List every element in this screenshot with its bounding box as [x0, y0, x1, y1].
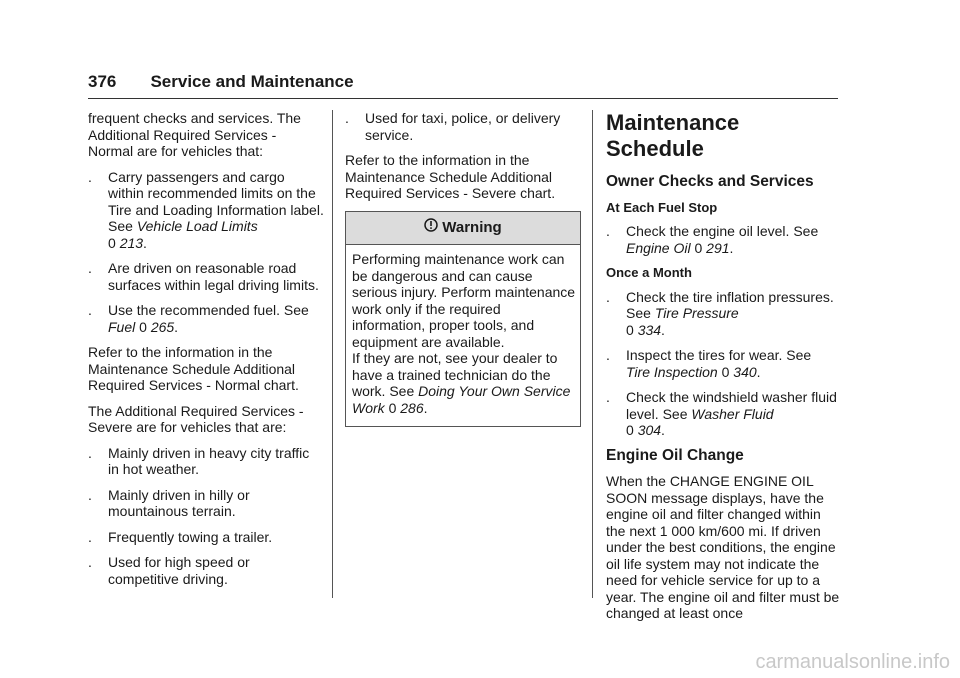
page-header — [88, 72, 838, 92]
intro-paragraph: frequent checks and services. The Additional Required Services - Normal are for vehicles that: — [88, 110, 301, 159]
page-ref-arrow: 0 — [388, 399, 397, 416]
bullet-marker: . — [88, 486, 92, 503]
owner-checks-heading: Owner Checks and Services — [606, 173, 814, 190]
list-item: . Inspect the tires for wear. See Tire Inspection 0 340. — [606, 347, 812, 380]
cross-reference-link[interactable]: Doing Your Own Service Work — [352, 383, 571, 416]
page-number: 376 — [88, 72, 117, 91]
list-item: . Carry passengers and cargo within recommended limits on the Tire and Loading Information label. See Vehicle Load Limits 0 213. — [88, 168, 324, 251]
cross-reference-link[interactable]: Tire Inspection — [626, 363, 718, 380]
cross-reference-link[interactable]: Engine Oil — [626, 239, 691, 256]
engine-oil-change-heading: Engine Oil Change — [606, 446, 744, 464]
refer-normal-paragraph: Refer to the information in the Maintenance Schedule Additional Required Services - Normal chart. — [88, 344, 299, 393]
warning-icon — [424, 218, 438, 237]
page-reference[interactable]: 265 — [150, 318, 175, 335]
column-2 — [345, 110, 581, 427]
maintenance-schedule-heading: Maintenance Schedule — [606, 110, 740, 161]
list-item: . Mainly driven in hilly or mountainous terrain. — [88, 486, 250, 519]
bullet-marker: . — [606, 347, 610, 363]
list-item: . Frequently towing a trailer. — [88, 528, 273, 545]
monthly-heading: Once a Month — [606, 265, 692, 280]
list-item: . Mainly driven in heavy city traffic in hot weather. — [88, 444, 310, 477]
page-reference[interactable]: 291 — [706, 239, 730, 256]
page-ref-arrow: 0 — [721, 363, 730, 380]
warning-text-1: Performing maintenance work can be dangerous and can cause serious injury. Perform maintenance work only if the required information, proper tools, and equipment are available. — [352, 251, 576, 350]
warning-text-2: If they are not, see your dealer to have a trained technician do the work. See — [352, 350, 558, 399]
oil-change-paragraph: When the CHANGE ENGINE OIL SOON message displays, have the engine oil and filter changed within the next 1 000 km/600 mi. If driven under the best conditions, the engine oil life system may not indicate the need for vehicle service for up to a year. The engine oil and filter must be changed at least once — [606, 473, 840, 621]
list-item: . Check the windshield washer fluid level. See Washer Fluid 0 304. — [606, 389, 837, 438]
warning-body: Performing maintenance work can be dangerous and can cause serious injury. Perform maintenance work only if the required information, proper tools, and equipment are available. If they are not, see your dealer to have a trained technician do the work. See Doing Your Own Service Work 0 286. — [352, 251, 576, 416]
watermark: carmanualsonline.info — [755, 651, 950, 673]
list-item: . Used for taxi, police, or delivery service. — [345, 110, 561, 143]
list-item: . Check the tire inflation pressures. See Tire Pressure 0 334. — [606, 288, 834, 338]
page-ref-arrow: 0 — [108, 234, 116, 251]
page-ref-arrow: 0 — [626, 422, 634, 438]
warning-box — [345, 211, 581, 428]
column-divider — [332, 110, 333, 598]
bullet-marker: . — [88, 260, 92, 276]
bullet-marker: . — [88, 168, 92, 185]
bullet-marker: . — [606, 288, 610, 305]
page-reference[interactable]: 286 — [400, 399, 424, 416]
page-ref-arrow: 0 — [694, 239, 703, 256]
list-item: . Are driven on reasonable road surfaces within legal driving limits. — [88, 260, 319, 293]
page-reference[interactable]: 213 — [119, 234, 144, 251]
page-reference[interactable]: 340 — [733, 363, 757, 380]
cross-reference-link[interactable]: Fuel — [108, 318, 136, 335]
bullet-marker: . — [88, 444, 92, 461]
list-item: . Use the recommended fuel. See Fuel 0 265. — [88, 302, 309, 335]
warning-header — [346, 212, 580, 246]
bullet-marker: . — [88, 302, 92, 318]
bullet-marker: . — [606, 389, 610, 405]
page-reference[interactable]: 334 — [637, 321, 662, 338]
bullet-marker: . — [88, 554, 92, 570]
severe-intro-paragraph: The Additional Required Services - Severe are for vehicles that are: — [88, 402, 304, 435]
column-3 — [606, 110, 842, 631]
fuel-stop-heading: At Each Fuel Stop — [606, 199, 718, 215]
bullet-marker: . — [345, 110, 349, 126]
page-reference[interactable]: 304 — [637, 422, 662, 438]
bullet-marker: . — [88, 528, 92, 545]
warning-title: Warning — [442, 218, 502, 236]
list-item: . Used for high speed or competitive driving. — [88, 554, 250, 587]
section-title: Service and Maintenance — [150, 72, 354, 91]
cross-reference-link[interactable]: Vehicle Load Limits — [136, 218, 258, 234]
refer-severe-paragraph: Refer to the information in the Maintenance Schedule Additional Required Services - Severe chart. — [345, 152, 556, 201]
column-divider — [592, 110, 593, 598]
cross-reference-link[interactable]: Tire Pressure — [654, 305, 739, 321]
cross-reference-link[interactable]: Washer Fluid — [691, 405, 774, 422]
bullet-marker: . — [606, 223, 610, 239]
page-ref-arrow: 0 — [626, 321, 634, 338]
header-rule — [88, 98, 838, 99]
column-1 — [88, 110, 324, 596]
list-item: . Check the engine oil level. See Engine Oil 0 291. — [606, 223, 819, 256]
page-ref-arrow: 0 — [139, 318, 147, 335]
